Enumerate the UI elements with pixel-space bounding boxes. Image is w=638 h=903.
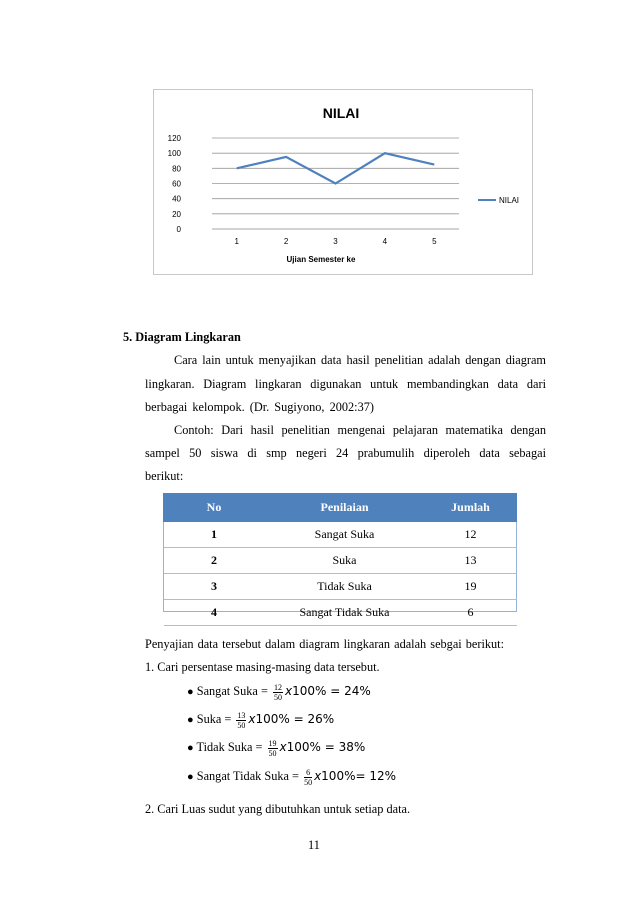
data-table <box>163 493 517 626</box>
table-cell-no: 4 <box>164 600 265 626</box>
fraction: $\frac{6}{50}$ <box>304 767 313 787</box>
paragraph-1-line-3: berbagai kelompok. (Dr. Sugiyono, 2002:37) <box>145 400 374 414</box>
paragraph-2-line-3: berikut: <box>145 469 184 483</box>
table-cell-no: 2 <box>164 548 265 574</box>
table-header-no: No <box>164 494 265 522</box>
table-cell-jumlah: 6 <box>425 600 517 626</box>
table-row <box>164 600 517 626</box>
data-table-frame <box>163 493 517 619</box>
item-result: 100% = 24% <box>292 684 371 698</box>
table-cell-penilaian: Sangat Suka <box>265 522 425 548</box>
chart-title: NILAI <box>322 105 360 121</box>
x-tick-label: 5 <box>432 237 437 246</box>
table-cell-jumlah: 19 <box>425 574 517 600</box>
table-cell-no: 1 <box>164 522 265 548</box>
table-header-jumlah: Jumlah <box>425 494 517 522</box>
y-tick-label: 40 <box>172 194 181 204</box>
bullet-icon: ● <box>187 714 194 726</box>
table-row <box>164 574 517 600</box>
y-tick-label: 80 <box>172 164 181 174</box>
table-header-penilaian: Penilaian <box>265 494 425 522</box>
table-cell-penilaian: Suka <box>265 548 425 574</box>
step-1-text: 1. Cari persentase masing-masing data tersebut. <box>145 660 380 674</box>
bullet-icon: ● <box>187 742 194 754</box>
y-tick-label: 20 <box>172 209 181 219</box>
line-chart <box>154 90 532 274</box>
legend-label: NILAI <box>499 196 520 205</box>
percentage-item: ● Sangat Suka = $\frac{12}{50}$ x100% = 24% <box>187 682 371 702</box>
x-tick-label: 1 <box>234 237 239 246</box>
paragraph-1-line-1: Cara lain untuk menyajikan data hasil penelitian adalah dengan diagram <box>174 353 546 367</box>
paragraph-1-line-2: lingkaran. Diagram lingkaran digunakan untuk membandingkan data dari <box>145 377 546 391</box>
chart-x-axis-label: Ujian Semester ke <box>286 255 356 264</box>
y-tick-label: 120 <box>167 134 181 143</box>
line-chart-frame <box>153 89 533 275</box>
x-tick-label: 4 <box>382 237 388 246</box>
fraction: $\frac{12}{50}$ <box>273 682 282 702</box>
item-result: 100% = 26% <box>255 712 335 726</box>
table-cell-penilaian: Tidak Suka <box>265 574 425 600</box>
paragraph-2-line-1: Contoh: Dari hasil penelitian mengenai pelajaran matematika dengan <box>174 423 546 437</box>
item-label: Sangat Suka = <box>196 684 268 698</box>
y-tick-label: 60 <box>172 179 181 189</box>
item-label: Tidak Suka = <box>196 740 263 754</box>
fraction: $\frac{19}{50}$ <box>268 738 277 758</box>
presentation-intro: Penyajian data tersebut dalam diagram lingkaran adalah sebgai berikut: <box>145 637 505 651</box>
table-cell-no: 3 <box>164 574 265 600</box>
paragraph-2-line-2: sampel 50 siswa di smp negeri 24 prabumulih diperoleh data sebagai <box>145 446 546 460</box>
table-cell-jumlah: 13 <box>425 548 517 574</box>
fraction: $\frac{13}{50}$ <box>237 710 246 730</box>
table-header-row <box>164 494 517 522</box>
page-number: 11 <box>308 838 320 852</box>
step-2-text: 2. Cari Luas sudut yang dibutuhkan untuk setiap data. <box>145 802 411 816</box>
table-cell-jumlah: 12 <box>425 522 517 548</box>
percentage-item: ● Sangat Tidak Suka = $\frac{6}{50}$ x100%= 12% <box>187 767 397 787</box>
bullet-icon: ● <box>187 686 194 698</box>
table-cell-penilaian: Sangat Tidak Suka <box>265 600 425 626</box>
y-tick-label: 100 <box>167 149 181 159</box>
y-tick-label: 0 <box>176 225 181 234</box>
table-row <box>164 522 517 548</box>
x-tick-label: 2 <box>283 237 289 246</box>
table-row <box>164 548 517 574</box>
percentage-item: ● Tidak Suka = $\frac{19}{50}$ x100% = 38% <box>187 738 366 758</box>
item-label: Sangat Tidak Suka = <box>196 769 299 783</box>
item-result: 100% = 38% <box>286 740 366 754</box>
section-heading: 5. Diagram Lingkaran <box>123 330 241 344</box>
item-result: 100%= 12% <box>321 769 397 783</box>
percentage-item: ● Suka = $\frac{13}{50}$ x100% = 26% <box>187 710 335 730</box>
x-tick-label: 3 <box>333 237 338 246</box>
bullet-icon: ● <box>187 771 194 783</box>
item-label: Suka = <box>196 712 232 726</box>
